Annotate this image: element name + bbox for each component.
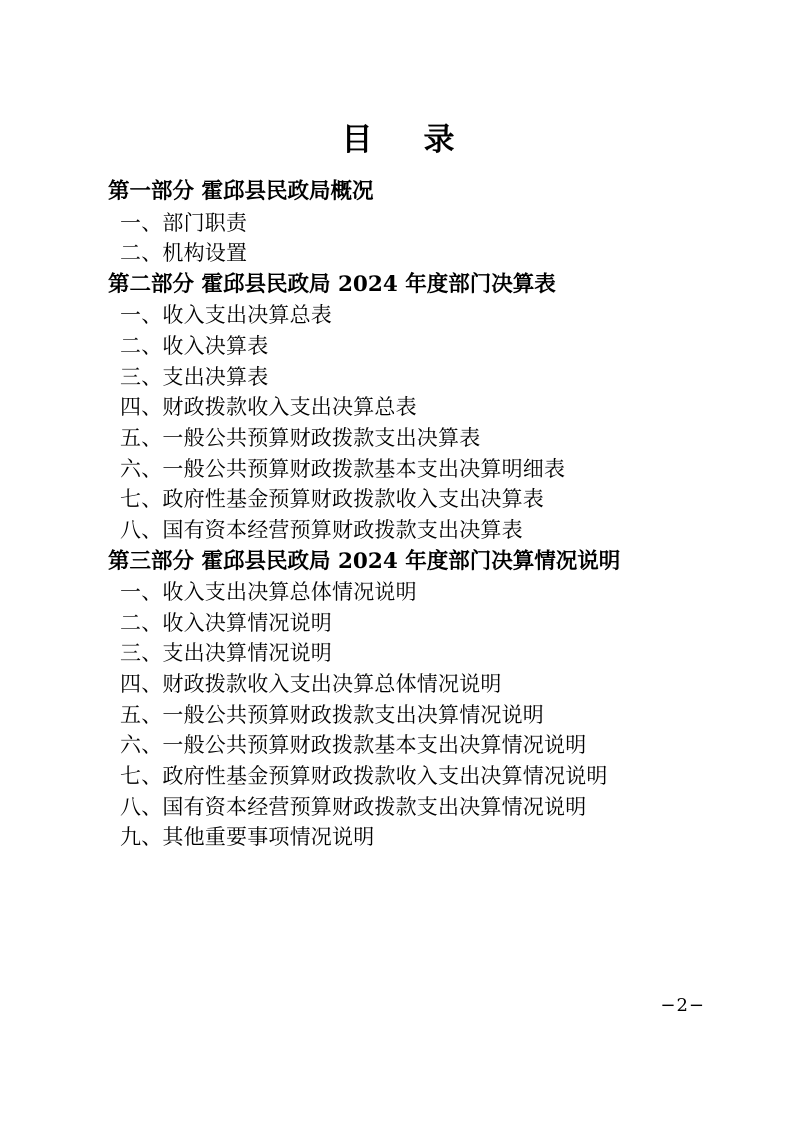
toc-entry[interactable]: 七、政府性基金预算财政拨款收入支出决算情况说明 — [120, 763, 608, 788]
toc-section-heading[interactable]: 第二部分 霍邱县民政局 2024 年度部门决算表 — [108, 271, 556, 297]
toc-entry[interactable]: 一、部门职责 — [120, 210, 248, 235]
toc-entry[interactable]: 二、机构设置 — [120, 241, 248, 266]
toc-entry[interactable]: 六、一般公共预算财政拨款基本支出决算情况说明 — [120, 733, 587, 758]
toc-entry[interactable]: 三、支出决算情况说明 — [120, 641, 332, 666]
toc-entry[interactable]: 八、国有资本经营预算财政拨款支出决算表 — [120, 517, 523, 542]
toc-entry[interactable]: 八、国有资本经营预算财政拨款支出决算情况说明 — [120, 794, 587, 819]
toc-entry[interactable]: 二、收入决算表 — [120, 334, 269, 359]
toc-entry[interactable]: 一、收入支出决算总体情况说明 — [120, 579, 417, 604]
table-of-contents — [108, 176, 708, 853]
toc-entry[interactable]: 六、一般公共预算财政拨款基本支出决算明细表 — [120, 456, 566, 481]
toc-entry[interactable]: 五、一般公共预算财政拨款支出决算情况说明 — [120, 702, 544, 727]
toc-container — [108, 120, 708, 853]
toc-entry[interactable]: 七、政府性基金预算财政拨款收入支出决算表 — [120, 487, 544, 512]
toc-entry[interactable]: 四、财政拨款收入支出决算总体情况说明 — [120, 671, 502, 696]
toc-entry[interactable]: 一、收入支出决算总表 — [120, 303, 332, 328]
toc-entry[interactable]: 五、一般公共预算财政拨款支出决算表 — [120, 425, 481, 450]
page-title: 目 录 — [341, 122, 465, 158]
toc-entry[interactable]: 四、财政拨款收入支出决算总表 — [120, 395, 417, 420]
toc-entry[interactable]: 九、其他重要事项情况说明 — [120, 825, 375, 850]
page-number: −2− — [660, 995, 705, 1016]
toc-section-heading[interactable]: 第三部分 霍邱县民政局 2024 年度部门决算情况说明 — [108, 548, 621, 574]
toc-entry[interactable]: 三、支出决算表 — [120, 364, 269, 389]
toc-entry[interactable]: 二、收入决算情况说明 — [120, 610, 332, 635]
toc-section-heading[interactable]: 第一部分 霍邱县民政局概况 — [108, 179, 374, 205]
